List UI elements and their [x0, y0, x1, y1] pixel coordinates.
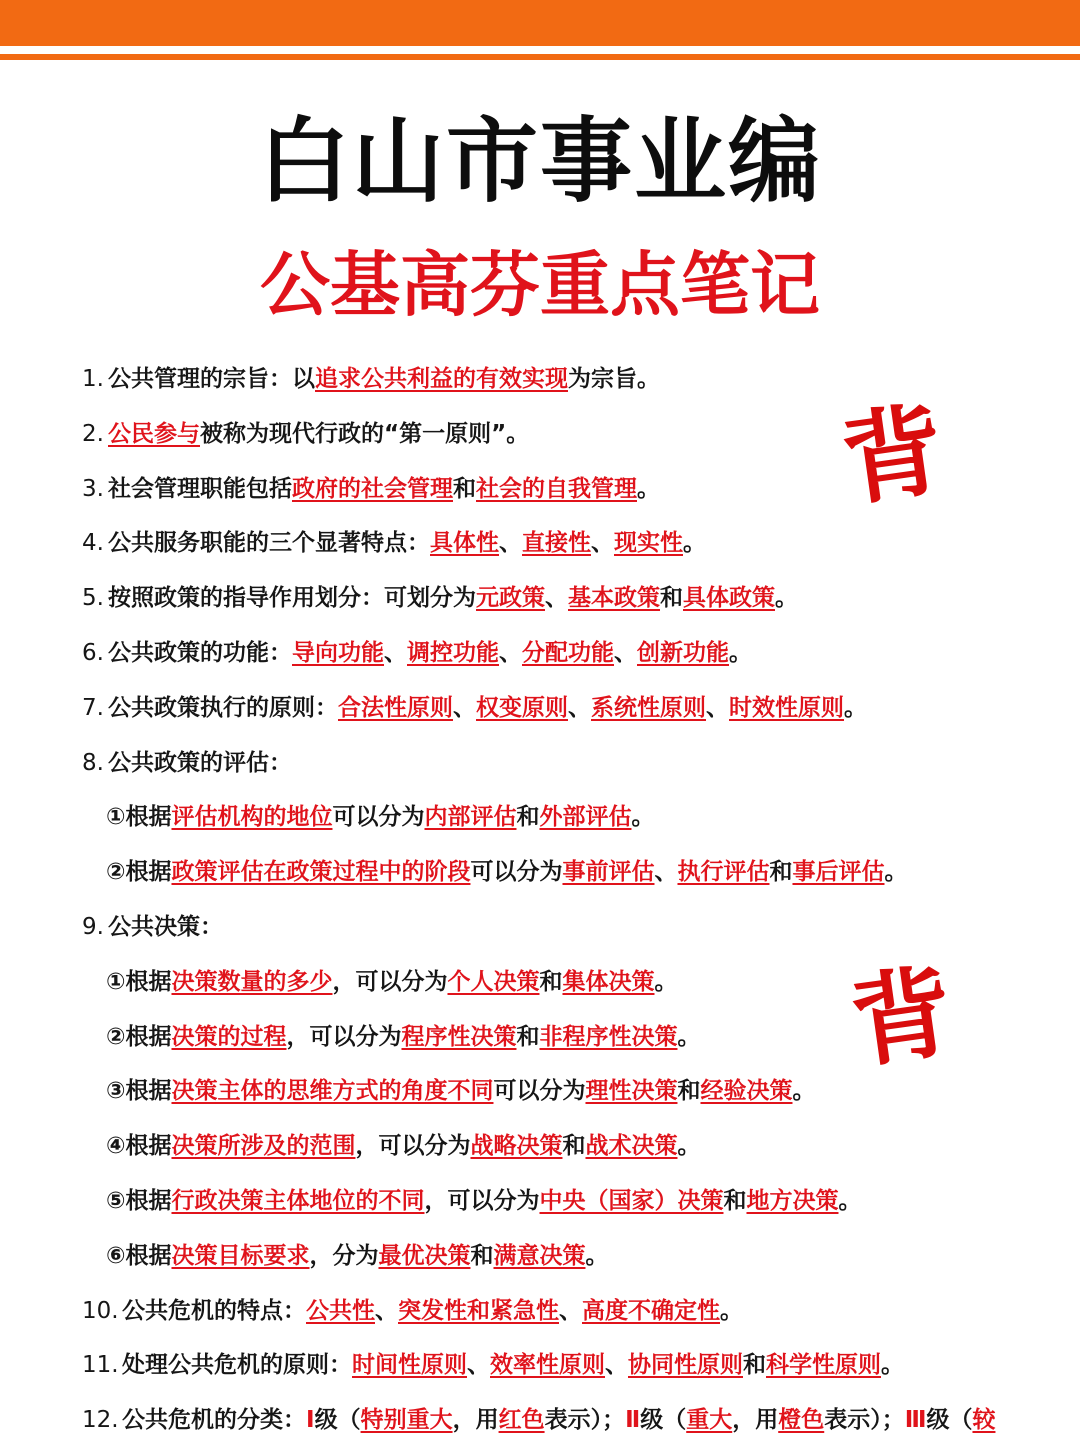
- note-text: 、: [499, 639, 522, 666]
- note-text: 和: [660, 585, 683, 612]
- key-term: 执行评估: [677, 859, 770, 886]
- note-text: 。: [881, 1352, 904, 1379]
- note-text: 和: [453, 475, 476, 502]
- key-term: 直接性: [522, 530, 591, 557]
- level-numeral: Ⅲ: [904, 1407, 927, 1434]
- note-text: 。: [838, 1187, 862, 1214]
- note-subitem: [82, 790, 1062, 845]
- note-text: 、: [559, 1297, 582, 1324]
- note-text: 。: [775, 585, 798, 612]
- note-text: 。: [720, 1297, 743, 1324]
- key-term: 创新功能: [637, 639, 729, 666]
- key-term: 具体政策: [683, 585, 775, 612]
- key-term: 权变原则: [476, 694, 568, 721]
- note-text: 公共危机的特点：: [122, 1297, 306, 1324]
- note-text: 、: [384, 639, 407, 666]
- recite-stamp: 背: [835, 389, 951, 521]
- key-term: 效率性原则: [490, 1352, 605, 1379]
- note-text: 、: [545, 585, 568, 612]
- note-text: 、: [375, 1297, 398, 1324]
- note-text: 。: [844, 694, 867, 721]
- note-text: 、: [453, 694, 476, 721]
- key-term: 基本政策: [568, 585, 660, 612]
- note-text: ②根据: [106, 859, 172, 886]
- key-term: 合法性原则: [338, 694, 453, 721]
- note-text: 、: [467, 1352, 490, 1379]
- note-item: [82, 352, 1062, 407]
- note-number: 4.: [82, 530, 104, 557]
- key-term: 行政决策主体地位的不同: [171, 1187, 425, 1214]
- note-text: 、: [706, 694, 729, 721]
- key-term: 战略决策: [470, 1133, 563, 1160]
- key-term: 决策主体的思维方式的角度不同: [171, 1078, 494, 1105]
- note-subitem: [82, 1010, 1062, 1065]
- note-text: 、: [654, 859, 678, 886]
- note-text: 、: [614, 639, 637, 666]
- note-number: 8.: [82, 749, 104, 776]
- key-term: 满意决策: [493, 1242, 586, 1269]
- note-text: 。: [637, 475, 660, 502]
- note-subitem: [82, 845, 1062, 900]
- note-item: [82, 1284, 1062, 1339]
- note-text: 公共决策：: [108, 913, 223, 940]
- note-text: 。: [585, 1242, 609, 1269]
- note-text: 、: [499, 530, 522, 557]
- note-text: 可以分为: [332, 804, 425, 831]
- key-term: 导向功能: [292, 639, 384, 666]
- note-text: 和: [470, 1242, 494, 1269]
- key-term: 中央（国家）决策: [539, 1187, 724, 1214]
- key-term: 高度不确定性: [582, 1297, 720, 1324]
- note-text: 。: [631, 804, 655, 831]
- note-text: 公共政策的评估：: [108, 749, 292, 776]
- note-text: 公共政策的功能：: [108, 639, 292, 666]
- key-term: 经验决策: [700, 1078, 793, 1105]
- key-term: 具体性: [430, 530, 499, 557]
- key-term: 决策目标要求: [171, 1242, 310, 1269]
- note-number: 11.: [82, 1352, 119, 1379]
- note-text: 、: [591, 530, 614, 557]
- key-term: 时间性原则: [352, 1352, 467, 1379]
- note-number: 10.: [82, 1297, 119, 1324]
- key-term: 政策评估在政策过程中的阶段: [171, 859, 471, 886]
- note-item: [82, 900, 1062, 955]
- note-text: 级（: [926, 1407, 973, 1434]
- recite-stamp: 背: [844, 951, 960, 1083]
- note-text: 。: [683, 530, 706, 557]
- note-number: 1.: [82, 366, 104, 392]
- key-term: 公民参与: [108, 420, 200, 447]
- key-term: 决策数量的多少: [171, 968, 333, 995]
- level-numeral: Ⅰ: [306, 1407, 315, 1434]
- note-text: 级（: [314, 1407, 361, 1434]
- note-text: 和: [677, 1078, 701, 1105]
- note-text: 可以分为: [470, 859, 563, 886]
- key-term: 地方决策: [746, 1187, 839, 1214]
- key-term: 公共性: [306, 1297, 375, 1324]
- top-orange-line: [0, 54, 1080, 60]
- note-number: 5.: [82, 585, 104, 612]
- key-term: 系统性原则: [591, 694, 706, 721]
- note-text: 级（: [640, 1407, 687, 1434]
- key-term: 科学性原则: [766, 1352, 881, 1379]
- note-item: [82, 516, 1062, 571]
- note-text: ①根据: [106, 968, 172, 995]
- page-subtitle: 公基高芬重点笔记: [260, 243, 820, 326]
- note-text: 。: [677, 1133, 701, 1160]
- note-text: 表示）；: [824, 1407, 905, 1434]
- note-subitem: [82, 1229, 1062, 1284]
- note-item: [82, 407, 1062, 462]
- note-number: 6.: [82, 639, 104, 666]
- note-number: 12.: [82, 1407, 119, 1434]
- key-term: 外部评估: [539, 804, 632, 831]
- note-subitem: [82, 955, 1062, 1010]
- note-text: 。: [654, 968, 678, 995]
- key-term: 评估机构的地位: [171, 804, 333, 831]
- key-term: 集体决策: [562, 968, 655, 995]
- key-term: 调控功能: [407, 639, 499, 666]
- note-text: 为宗旨。: [568, 366, 660, 392]
- note-text: 、: [568, 694, 591, 721]
- note-text: 和: [516, 804, 540, 831]
- top-orange-bar: [0, 0, 1080, 46]
- note-text: ，可以分为: [355, 1133, 471, 1160]
- note-text: ，可以分为: [332, 968, 448, 995]
- key-term: 较: [972, 1407, 996, 1434]
- note-text: ，可以分为: [286, 1023, 402, 1050]
- key-term: 元政策: [476, 585, 545, 612]
- page-title: 白山市事业编: [257, 107, 822, 215]
- note-text: ④根据: [106, 1133, 172, 1160]
- note-text: 公共服务职能的三个显著特点：: [108, 530, 430, 557]
- note-text: 被称为现代行政的“第一原则”。: [200, 420, 530, 447]
- note-number: 2.: [82, 420, 104, 447]
- key-term: 红色: [498, 1407, 545, 1434]
- note-subitem: [82, 1064, 1062, 1119]
- note-text: 和: [743, 1352, 766, 1379]
- key-term: 决策所涉及的范围: [171, 1133, 356, 1160]
- note-text: 。: [729, 639, 752, 666]
- note-text: 表示）；: [544, 1407, 626, 1434]
- note-text: ⑤根据: [106, 1187, 172, 1214]
- note-item: [82, 462, 1062, 517]
- key-term: 追求公共利益的有效实现: [315, 366, 568, 392]
- note-text: 社会管理职能包括: [108, 475, 292, 502]
- key-term: 非程序性决策: [539, 1023, 678, 1050]
- key-term: 事前评估: [562, 859, 655, 886]
- note-text: 和: [562, 1133, 586, 1160]
- key-term: 事后评估: [792, 859, 885, 886]
- note-item: [82, 1393, 1062, 1448]
- key-term: 程序性决策: [401, 1023, 517, 1050]
- key-term: 特别重大: [360, 1407, 453, 1434]
- note-text: 公共政策执行的原则：: [108, 694, 338, 721]
- note-text: 处理公共危机的原则：: [122, 1352, 352, 1379]
- note-item: [82, 571, 1062, 626]
- note-subitem: [82, 1174, 1062, 1229]
- key-term: 重大: [686, 1407, 733, 1434]
- note-text: 。: [792, 1078, 816, 1105]
- note-text: 。: [884, 859, 908, 886]
- note-text: 和: [769, 859, 793, 886]
- note-text: ，用: [732, 1407, 779, 1434]
- notes-list: [82, 352, 1062, 1448]
- note-subitem: [82, 1119, 1062, 1174]
- level-numeral: Ⅱ: [625, 1407, 641, 1434]
- key-term: 现实性: [614, 530, 683, 557]
- key-term: 橙色: [778, 1407, 825, 1434]
- note-text: ，用: [452, 1407, 499, 1434]
- note-item: [82, 681, 1062, 736]
- note-text: 和: [539, 968, 563, 995]
- note-text: 。: [677, 1023, 701, 1050]
- key-term: 协同性原则: [628, 1352, 743, 1379]
- note-number: 7.: [82, 694, 104, 721]
- note-text: 可以分为: [493, 1078, 586, 1105]
- note-number: 9.: [82, 913, 104, 940]
- note-text: ，分为: [309, 1242, 379, 1269]
- key-term: 政府的社会管理: [292, 475, 453, 502]
- note-text: 和: [723, 1187, 747, 1214]
- note-number: 3.: [82, 475, 104, 502]
- note-text: ②根据: [106, 1023, 172, 1050]
- note-text: ③根据: [106, 1078, 172, 1105]
- key-term: 时效性原则: [729, 694, 844, 721]
- key-term: 最优决策: [378, 1242, 471, 1269]
- note-text: 、: [605, 1352, 628, 1379]
- key-term: 个人决策: [447, 968, 540, 995]
- note-text: 按照政策的指导作用划分：可划分为: [108, 585, 476, 612]
- key-term: 决策的过程: [171, 1023, 287, 1050]
- note-text: 公共危机的分类：: [122, 1407, 306, 1434]
- key-term: 突发性和紧急性: [398, 1297, 559, 1324]
- key-term: 社会的自我管理: [476, 475, 637, 502]
- key-term: 理性决策: [585, 1078, 678, 1105]
- note-text: 和: [516, 1023, 540, 1050]
- key-term: 内部评估: [424, 804, 517, 831]
- note-item: [82, 626, 1062, 681]
- note-item: [82, 736, 1062, 791]
- key-term: 战术决策: [585, 1133, 678, 1160]
- note-item: [82, 1338, 1062, 1393]
- note-text: 公共管理的宗旨：以: [108, 366, 315, 392]
- note-text: ，可以分为: [424, 1187, 540, 1214]
- note-text: ①根据: [106, 804, 172, 831]
- note-text: ⑥根据: [106, 1242, 172, 1269]
- key-term: 分配功能: [522, 639, 614, 666]
